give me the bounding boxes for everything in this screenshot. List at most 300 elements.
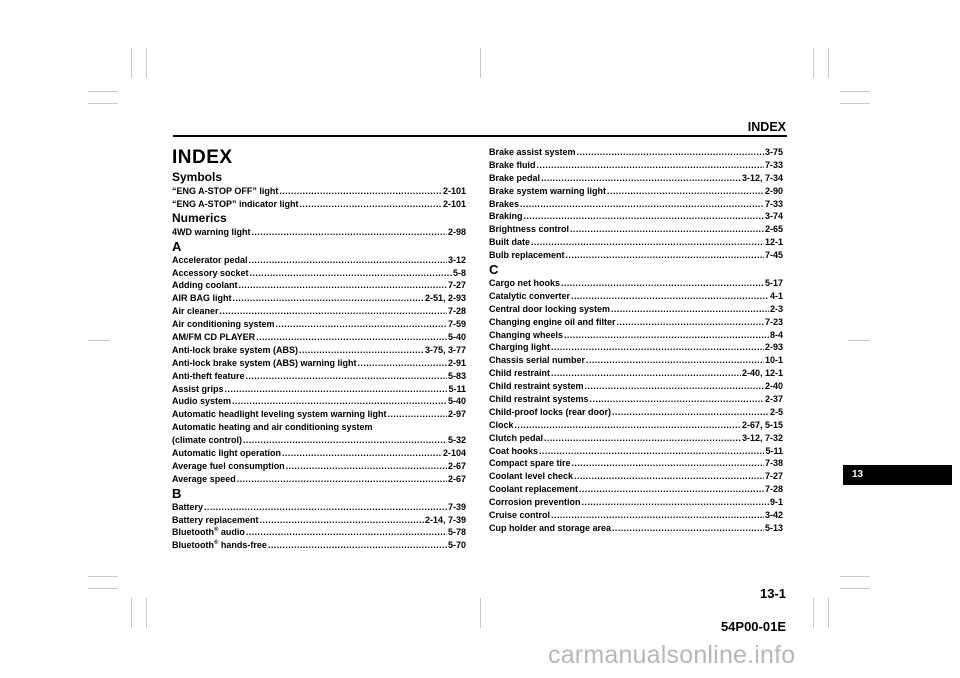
index-title: INDEX	[172, 147, 233, 168]
dot-leader	[572, 457, 764, 470]
index-entry	[172, 267, 466, 280]
index-page-ref[interactable]: 2-40	[764, 381, 783, 392]
dot-leader	[612, 406, 769, 419]
index-list-left	[172, 170, 466, 552]
index-entry	[489, 210, 783, 223]
index-entry-term	[172, 514, 259, 527]
dot-leader	[225, 383, 448, 396]
index-entry	[172, 434, 466, 447]
index-page-ref[interactable]: 7-59	[447, 319, 466, 330]
crop-mark	[131, 48, 132, 78]
index-entry	[489, 303, 783, 316]
index-entry-term: Automatic heating and air conditioning system	[172, 422, 373, 433]
crop-mark	[88, 588, 118, 589]
index-entry-term-text: Changing wheels	[489, 329, 564, 340]
index-entry-term	[172, 198, 299, 211]
dot-leader	[246, 526, 447, 539]
index-entry-term-text: Anti-theft feature	[172, 370, 245, 381]
dot-leader	[524, 210, 764, 223]
index-entry-term	[489, 277, 560, 290]
index-entry-term	[172, 331, 255, 344]
crop-mark	[480, 598, 481, 628]
index-entry	[489, 316, 783, 329]
index-page-ref[interactable]: 2-37	[764, 394, 783, 405]
index-column-left	[172, 146, 466, 552]
crop-mark	[480, 48, 481, 78]
crop-mark	[88, 576, 118, 577]
index-entry-term	[489, 470, 573, 483]
index-entry	[489, 432, 783, 445]
dot-leader	[607, 185, 764, 198]
dot-leader	[299, 344, 424, 357]
dot-leader	[551, 367, 741, 380]
index-entry-term	[172, 473, 236, 486]
dot-leader	[233, 292, 424, 305]
index-entry	[489, 457, 783, 470]
running-header-title: INDEX	[747, 120, 786, 134]
index-entry-term-text: “ENG A-STOP OFF” light	[172, 186, 279, 196]
dot-leader	[260, 514, 424, 527]
header-rule	[173, 135, 787, 137]
index-entry-term	[172, 254, 248, 267]
dot-leader	[564, 329, 769, 342]
index-entry-term	[489, 522, 611, 535]
index-entry	[489, 393, 783, 406]
index-entry	[489, 367, 783, 380]
index-page-ref[interactable]: 5-11	[765, 445, 783, 456]
dot-leader	[590, 393, 764, 406]
index-entry-term	[172, 501, 203, 514]
index-page-ref[interactable]: 3-12	[447, 254, 466, 265]
index-entry-term-text: Cargo net hooks	[489, 278, 561, 289]
index-entry-term	[172, 357, 357, 370]
index-page-ref[interactable]: 9-1	[769, 497, 783, 508]
index-page-ref[interactable]: 5-78	[447, 527, 466, 538]
index-entry-term	[489, 223, 569, 236]
index-entry-term	[172, 539, 267, 552]
dot-leader	[250, 267, 452, 280]
index-page-ref[interactable]: 3-42	[764, 510, 783, 521]
index-page-ref[interactable]: 4-1	[769, 290, 783, 301]
index-entry	[172, 357, 466, 370]
dot-leader	[232, 395, 447, 408]
index-entry-term	[489, 329, 563, 342]
index-entry-term	[172, 460, 285, 473]
index-entry-term-text: Brakes	[489, 198, 520, 209]
index-entry-term	[172, 370, 245, 383]
dot-leader	[585, 380, 764, 393]
index-page-ref[interactable]: 2-67	[447, 473, 466, 484]
document-code: 54P00-01E	[720, 619, 786, 634]
index-page-ref[interactable]: 5-11	[448, 383, 466, 394]
dot-leader	[574, 470, 764, 483]
index-page-ref[interactable]: 5-8	[452, 267, 466, 278]
index-entry	[172, 318, 466, 331]
index-entry-term-text: Air conditioning system	[172, 319, 275, 330]
index-entry-term-text: Brake pedal	[489, 172, 541, 183]
index-entry	[489, 419, 783, 432]
index-entry	[172, 473, 466, 486]
index-entry	[172, 344, 466, 357]
dot-leader	[539, 445, 764, 458]
index-entry-term-text: Brightness control	[489, 224, 570, 235]
index-entry-term	[489, 146, 576, 159]
index-column-right	[489, 146, 783, 535]
index-page-ref[interactable]: 2-101	[442, 198, 466, 209]
index-entry-term-text: Central door locking system	[489, 303, 611, 314]
index-entry	[172, 198, 466, 211]
index-entry	[172, 408, 466, 421]
chapter-tab[interactable]: 13	[843, 465, 952, 485]
index-entry-term	[489, 445, 538, 458]
index-page-ref[interactable]: 7-27	[447, 280, 466, 291]
index-entry	[172, 305, 466, 318]
index-page-ref[interactable]: 3-75	[764, 147, 783, 157]
index-entry	[172, 514, 466, 527]
index-entry-term-text: Child restraint system	[489, 381, 584, 392]
page-number: 13-1	[759, 586, 786, 601]
dot-leader	[617, 316, 764, 329]
index-entry	[172, 331, 466, 344]
index-entry-term-text: Bluetooth	[172, 527, 214, 538]
index-entry-term-text: AIR BAG light	[172, 293, 232, 304]
dot-leader	[561, 277, 764, 290]
dot-leader	[204, 501, 447, 514]
index-entry-term-text: Adding coolant	[172, 280, 238, 291]
index-entry	[489, 496, 783, 509]
dot-leader	[566, 249, 764, 262]
dot-leader	[571, 290, 769, 303]
index-entry	[172, 279, 466, 292]
dot-leader	[612, 522, 764, 535]
index-entry	[489, 172, 783, 185]
index-entry-term-text: Average fuel consumption	[172, 460, 285, 471]
index-page-ref[interactable]: 2-40, 12-1	[741, 368, 783, 379]
index-entry-term-text: Battery replacement	[172, 514, 259, 525]
index-page-ref[interactable]: 7-33	[764, 198, 783, 209]
index-page-ref[interactable]: 5-40	[447, 396, 466, 407]
index-entry	[489, 198, 783, 211]
index-page-ref[interactable]: 5-70	[447, 540, 466, 551]
index-page-ref[interactable]: 5-13	[764, 522, 783, 533]
dot-leader	[551, 509, 764, 522]
index-entry-term-text: Clutch pedal	[489, 432, 544, 443]
index-entry	[489, 249, 783, 262]
index-entry	[172, 383, 466, 396]
index-entry	[172, 185, 466, 198]
index-entry-term	[489, 509, 550, 522]
index-page-ref[interactable]: 2-65	[764, 224, 783, 235]
index-entry-term-text: Charging light	[489, 342, 550, 353]
index-page-ref[interactable]: 7-38	[764, 458, 783, 469]
index-entry-term-text: Brake assist system	[489, 147, 576, 157]
crop-mark	[146, 48, 147, 78]
index-entry	[489, 354, 783, 367]
index-entry-term	[489, 172, 540, 185]
dot-leader	[551, 341, 764, 354]
dot-leader	[577, 146, 764, 159]
index-entry-term	[172, 318, 275, 331]
index-page-ref[interactable]: 2-14, 7-39	[424, 514, 466, 525]
dot-leader	[541, 172, 741, 185]
index-entry-term-text: Chassis serial number	[489, 355, 586, 366]
index-entry	[489, 509, 783, 522]
index-entry-term	[172, 267, 249, 280]
crop-mark	[88, 340, 110, 341]
index-entry-term	[489, 380, 584, 393]
index-entry	[172, 539, 466, 552]
index-entry	[489, 483, 783, 496]
index-entry	[489, 236, 783, 249]
index-entry-term	[489, 406, 611, 419]
index-entry-term	[489, 354, 585, 367]
dot-leader	[252, 226, 447, 239]
index-entry-term	[172, 279, 238, 292]
index-entry-term-suffix: audio	[218, 527, 245, 538]
dot-leader	[358, 357, 447, 370]
index-entry-term-text: Compact spare tire	[489, 458, 571, 469]
index-page-ref[interactable]: 2-101	[442, 186, 466, 196]
index-entry-term-text: Accessory socket	[172, 267, 249, 278]
index-entry-term-text: Average speed	[172, 473, 236, 484]
index-entry-term	[172, 447, 281, 460]
index-entry-term-text: Bulb replacement	[489, 250, 565, 261]
dot-leader	[268, 539, 447, 552]
registered-mark: ®	[214, 540, 219, 547]
index-entry-term	[172, 292, 232, 305]
index-entry	[489, 380, 783, 393]
index-entry-term-text: Cruise control	[489, 510, 551, 521]
index-entry-term	[172, 395, 231, 408]
index-entry-term	[172, 185, 278, 198]
index-page-ref[interactable]: 2-67	[447, 460, 466, 471]
index-entry	[489, 522, 783, 535]
index-entry-term	[489, 457, 571, 470]
index-entry-term	[489, 419, 514, 432]
index-entry	[172, 526, 466, 539]
index-page-ref[interactable]: 2-5	[769, 406, 783, 417]
dot-leader	[237, 473, 447, 486]
index-page-ref[interactable]: 8-4	[769, 329, 783, 340]
index-entry	[489, 341, 783, 354]
index-page-ref[interactable]: 12-1	[764, 237, 783, 248]
crop-mark	[828, 48, 829, 78]
dot-leader	[570, 223, 764, 236]
dot-leader	[586, 354, 764, 367]
index-entry-term-text: Child-proof locks (rear door)	[489, 406, 612, 417]
index-page-ref[interactable]: 7-27	[764, 471, 783, 482]
index-entry	[489, 223, 783, 236]
index-entry-term-text: Air cleaner	[172, 306, 219, 317]
index-entry-term	[489, 496, 581, 509]
index-entry-term	[489, 341, 550, 354]
index-entry-term	[489, 483, 578, 496]
dot-leader	[515, 419, 741, 432]
crop-mark	[813, 598, 814, 628]
index-page-ref[interactable]: 2-3	[769, 303, 783, 314]
index-entry-term	[489, 316, 616, 329]
index-entry-term-text: Brake fluid	[489, 159, 536, 170]
index-entry-term	[489, 432, 543, 445]
index-entry-term	[172, 344, 298, 357]
index-entry-term-text: Automatic headlight leveling system warning light	[172, 409, 387, 420]
dot-leader	[282, 447, 442, 460]
index-entry-term	[489, 159, 536, 172]
index-page-ref[interactable]: 2-98	[447, 226, 466, 237]
index-page-ref[interactable]: 3-12, 7-32	[741, 432, 783, 443]
crop-mark	[828, 598, 829, 628]
index-page-ref[interactable]: 7-28	[447, 306, 466, 317]
index-page-ref[interactable]: 7-33	[764, 159, 783, 170]
index-page-ref[interactable]: 10-1	[764, 355, 783, 366]
index-entry-term	[172, 226, 251, 239]
index-page-ref[interactable]: 2-97	[447, 409, 466, 420]
crop-mark	[840, 103, 870, 104]
dot-leader	[520, 198, 764, 211]
index-entry-term-text: AM/FM CD PLAYER	[172, 332, 256, 343]
dot-leader	[243, 434, 447, 447]
index-entry-term	[172, 408, 387, 421]
index-page-ref[interactable]: 7-45	[764, 250, 783, 261]
index-entry	[489, 470, 783, 483]
index-entry-term-text: Brake system warning light	[489, 185, 607, 196]
index-page-ref[interactable]: 2-104	[442, 448, 466, 459]
index-entry-term-text: Corrosion prevention	[489, 497, 581, 508]
index-entry	[172, 226, 466, 239]
index-page-ref[interactable]: 5-17	[764, 278, 783, 289]
index-entry	[489, 329, 783, 342]
dot-leader	[544, 432, 741, 445]
index-entry-term-text: Assist grips	[172, 383, 224, 394]
index-page-ref[interactable]: 7-28	[764, 484, 783, 495]
index-entry-term-text: Bluetooth	[172, 540, 214, 551]
index-entry-term-text: Braking	[489, 211, 523, 222]
crop-mark	[848, 340, 870, 341]
index-page-ref[interactable]: 5-32	[447, 435, 466, 446]
crop-mark	[840, 588, 870, 589]
index-letter-heading: A	[172, 238, 182, 254]
dot-leader	[279, 185, 442, 198]
index-entry-term-text: Automatic light operation	[172, 448, 281, 459]
index-page-ref[interactable]: 7-23	[764, 316, 783, 327]
index-page-ref[interactable]: 5-83	[447, 370, 466, 381]
index-page-ref[interactable]: 2-67, 5-15	[741, 419, 783, 430]
index-page-ref[interactable]: 2-93	[764, 342, 783, 353]
index-entry-term	[489, 290, 570, 303]
index-entry-term-suffix: hands-free	[218, 540, 267, 551]
index-entry	[172, 370, 466, 383]
index-entry	[172, 447, 466, 460]
index-entry-term	[172, 434, 242, 447]
dot-leader	[286, 460, 447, 473]
index-entry	[489, 277, 783, 290]
index-entry	[489, 406, 783, 419]
index-entry-term	[489, 367, 550, 380]
index-entry	[489, 146, 783, 159]
index-page-ref[interactable]: 2-90	[764, 185, 783, 196]
dot-leader	[239, 279, 447, 292]
index-entry-term-text: Coolant level check	[489, 471, 574, 482]
index-section-heading: Symbols	[172, 170, 223, 184]
index-entry-term-text: Coolant replacement	[489, 484, 579, 495]
dot-leader	[388, 408, 447, 421]
index-entry-term	[489, 185, 606, 198]
index-entry	[172, 292, 466, 305]
index-entry-term	[172, 526, 245, 539]
index-entry	[489, 445, 783, 458]
crop-mark	[88, 91, 118, 92]
index-entry	[489, 290, 783, 303]
index-entry	[172, 460, 466, 473]
index-entry	[489, 185, 783, 198]
index-entry-term-text: Anti-lock brake system (ABS)	[172, 344, 299, 355]
index-entry	[172, 395, 466, 408]
index-entry-term-text: Anti-lock brake system (ABS) warning light	[172, 357, 357, 368]
index-list-right	[489, 146, 783, 535]
index-entry-term	[489, 393, 589, 406]
index-entry-term-text: Cup holder and storage area	[489, 522, 612, 533]
registered-mark: ®	[214, 527, 219, 534]
index-page-ref[interactable]: 3-74	[764, 211, 783, 222]
dot-leader	[300, 198, 442, 211]
index-letter-heading: C	[489, 262, 499, 278]
index-entry-term-text: Built date	[489, 237, 531, 248]
index-entry-term	[172, 383, 224, 396]
index-entry-term-text: Accelerator pedal	[172, 254, 248, 265]
dot-leader	[220, 305, 447, 318]
crop-mark	[840, 576, 870, 577]
index-entry-term	[489, 303, 610, 316]
index-entry-term	[489, 249, 565, 262]
index-entry-term-text: “ENG A-STOP” indicator light	[172, 198, 299, 209]
dot-leader	[276, 318, 447, 331]
index-entry-term-text: Audio system	[172, 396, 232, 407]
index-entry-term-text: 4WD warning light	[172, 226, 251, 237]
index-page-ref[interactable]: 5-40	[447, 332, 466, 343]
index-letter-heading: B	[172, 485, 182, 501]
dot-leader	[537, 159, 764, 172]
index-section-heading: Numerics	[172, 210, 227, 225]
index-page-ref[interactable]: 3-75, 3-77	[424, 344, 466, 355]
index-page-ref[interactable]: 2-51, 2-93	[424, 293, 466, 304]
dot-leader	[579, 483, 764, 496]
index-entry	[172, 501, 466, 514]
index-entry-term-text: Battery	[172, 501, 204, 512]
dot-leader	[611, 303, 769, 316]
index-entry-term-text: Catalytic converter	[489, 290, 571, 301]
index-entry	[489, 159, 783, 172]
crop-mark	[88, 103, 118, 104]
dot-leader	[246, 370, 447, 383]
index-entry-term	[489, 210, 523, 223]
watermark: carmanualsonline.info	[548, 641, 796, 669]
dot-leader	[249, 254, 447, 267]
index-page-ref[interactable]: 2-91	[447, 357, 466, 368]
dot-leader	[531, 236, 764, 249]
index-entry-term-text: Child restraint systems	[489, 394, 589, 405]
index-entry-term-text: (climate control)	[172, 435, 243, 446]
index-page-ref[interactable]: 7-39	[447, 501, 466, 512]
index-entry-term	[172, 305, 219, 318]
dot-leader	[256, 331, 447, 344]
index-entry	[172, 254, 466, 267]
crop-mark	[813, 48, 814, 78]
index-entry-term	[489, 198, 519, 211]
crop-mark	[146, 598, 147, 628]
index-entry-term-text: Coat hooks	[489, 445, 539, 456]
index-entry-term-text: Child restraint	[489, 368, 551, 379]
index-page-ref[interactable]: 3-12, 7-34	[741, 172, 783, 183]
